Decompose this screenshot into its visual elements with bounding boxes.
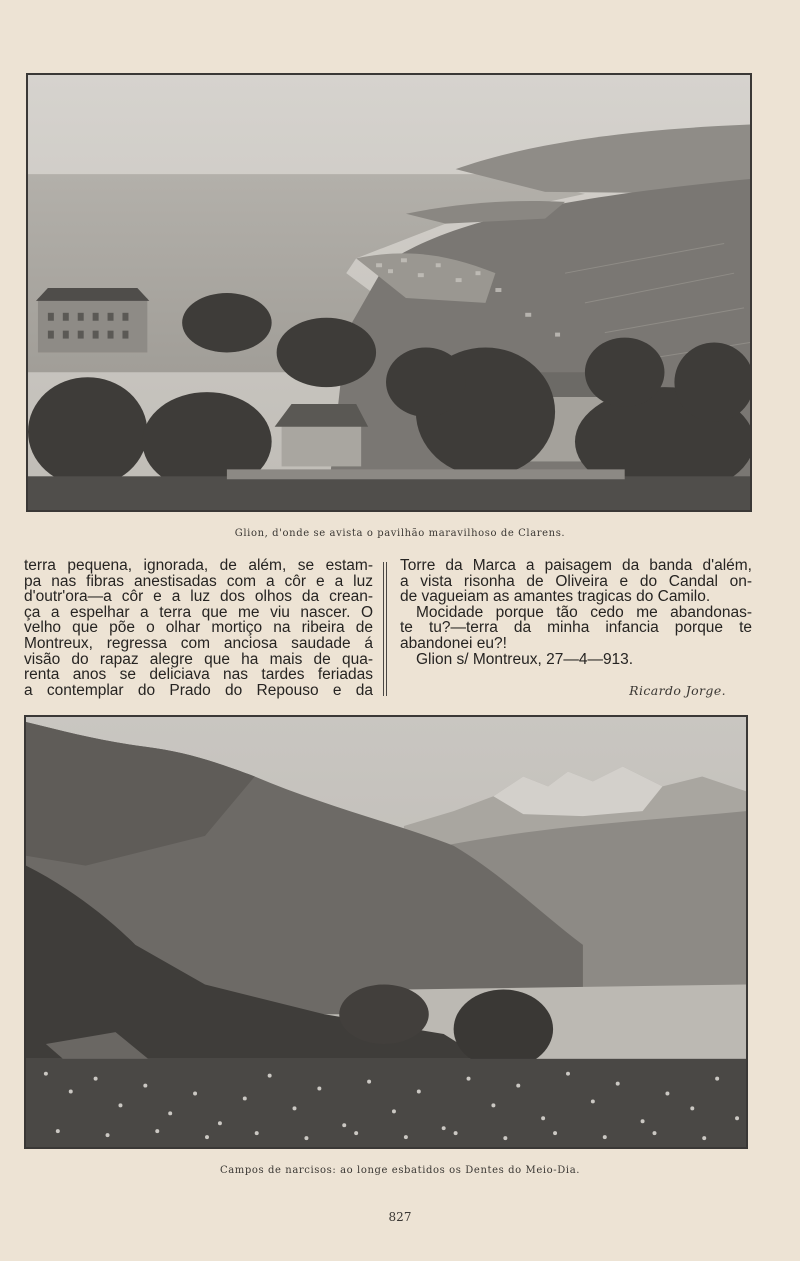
dateline: Glion s/ Montreux, 27—4—913. xyxy=(416,650,634,668)
column-divider xyxy=(383,562,387,696)
article-column-right xyxy=(400,558,752,667)
text-line: te tu?—terra da minha infancia porque te xyxy=(400,619,752,637)
photo-glion-clarens xyxy=(26,73,752,512)
photo-narcissus-fields xyxy=(24,715,748,1149)
text-line: ça a espelhar a terra que me viu nascer. O xyxy=(24,603,373,621)
author-signature: Ricardo Jorge. xyxy=(629,683,726,698)
text-line: pa nas fibras anestisadas com a côr e a luz xyxy=(24,572,373,590)
article-column-left xyxy=(24,558,373,698)
top-photo-caption: Glion, d'onde se avista o pavilhão maravilhoso de Clarens. xyxy=(234,528,566,539)
text-line: velho que põe o olhar mortiço na ribeira de xyxy=(24,619,373,637)
text-line: visão do rapaz alegre que ha mais de qua- xyxy=(24,650,373,668)
text-line: abandonei eu?! xyxy=(400,634,507,652)
text-line: terra pequena, ignorada, de além, se estam- xyxy=(24,557,373,574)
text-line: a vista risonha de Oliveira e do Candal on- xyxy=(400,572,752,590)
text-line: renta anos se deliciava nas tardes feriadas xyxy=(24,666,373,684)
page-number: 827 xyxy=(388,1210,412,1224)
bottom-photo-caption: Campos de narcisos: ao longe esbatidos os Dentes do Meio-Dia. xyxy=(219,1165,581,1176)
photo-glion-clarens-image xyxy=(28,75,750,510)
text-line: a contemplar do Prado do Repouso e da xyxy=(24,681,373,699)
text-line: de vagueiam as amantes tragicas do Camilo. xyxy=(400,588,711,606)
photo-narcissus-fields-image xyxy=(26,717,746,1147)
text-line: d'outr'ora—a côr e a luz dos olhos da crean- xyxy=(24,588,373,606)
text-line: Mocidade porque tão cedo me abandonas- xyxy=(416,603,752,621)
text-line: Montreux, regressa com anciosa saudade á xyxy=(24,634,373,652)
text-line: Torre da Marca a paisagem da banda d'além, xyxy=(400,557,752,574)
